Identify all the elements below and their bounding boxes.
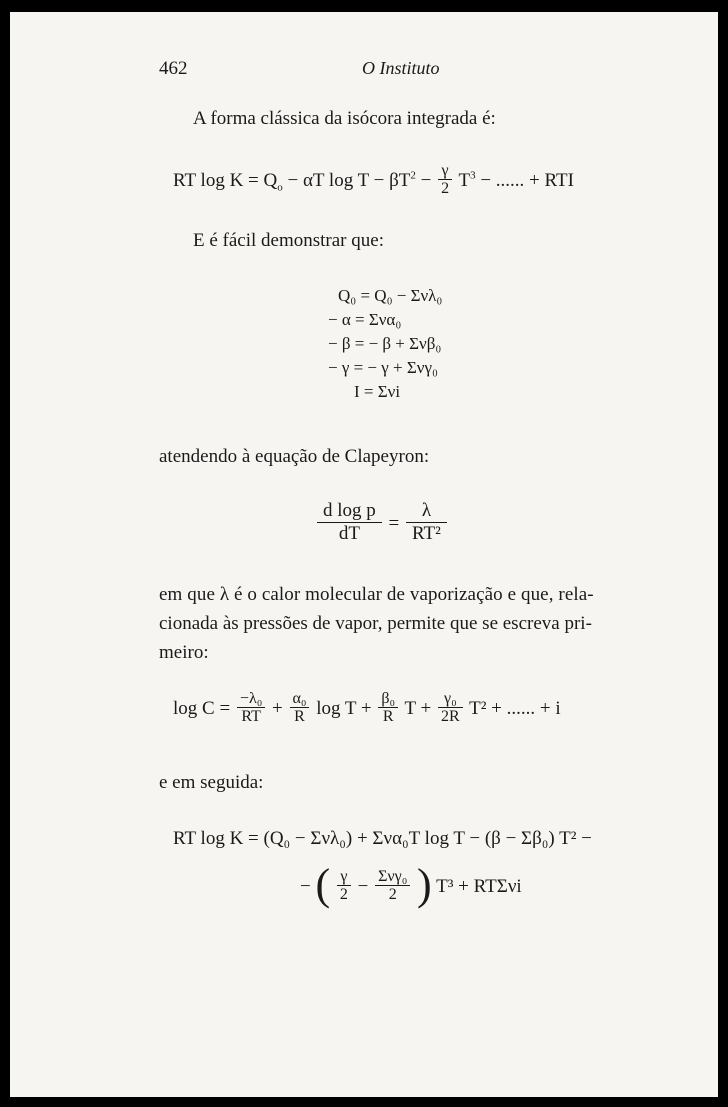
clap-num1: d log p: [323, 500, 376, 521]
final-equation-line-1: RT log K = (Q₀ − Σνλ₀) + Σνα₀T log T − (β − Σβ₀) T² −: [173, 828, 592, 849]
logc-term2: log T +: [316, 697, 372, 719]
then-text: e em seguida:: [159, 772, 264, 793]
eq1-lhs: RT log K = Q: [173, 169, 278, 191]
logc-f1-num: −λ₀: [239, 690, 263, 707]
final2-frac1: [337, 868, 351, 903]
final2-close-paren: ): [417, 860, 432, 909]
clap-rhs-fraction: [406, 500, 447, 545]
running-title: O Instituto: [362, 58, 440, 78]
system-line-4: − γ = − γ + Σνγ₀: [328, 358, 438, 377]
final2-minus: −: [300, 875, 311, 897]
clap-num2: λ: [421, 500, 432, 521]
system-line-3: − β = − β + Σνβ₀: [328, 334, 442, 353]
eq1-fraction: [438, 162, 452, 197]
logc-plus1: +: [272, 697, 283, 719]
eq1-q-sub: o: [277, 181, 283, 194]
book-page: [10, 12, 718, 1097]
logc-lhs: log C =: [173, 697, 231, 719]
eq1-tail: − ...... + RTI: [475, 169, 574, 191]
coefficient-system: [280, 284, 480, 404]
final2-f2-den: 2: [375, 885, 410, 903]
para-line-1: em que λ é o calor molecular de vaporização e que, rela-: [159, 584, 594, 605]
logc-f3-den: R: [378, 707, 398, 725]
log-c-equation: [173, 692, 561, 727]
logc-f2-num: α₀: [292, 690, 307, 707]
logc-f4-num: γ₀: [444, 690, 457, 707]
eq1-exp2: 2: [410, 169, 416, 182]
logc-frac2: [290, 690, 310, 725]
final2-f1-num: γ: [340, 868, 348, 885]
final2-open-paren: (: [315, 860, 331, 909]
easy-text: E é fácil demonstrar que:: [193, 230, 384, 251]
final-equation-line-2: [300, 862, 522, 913]
logc-f4-den: 2R: [438, 707, 463, 725]
intro-text: A forma clássica da isócora integrada é:: [193, 108, 496, 129]
isochore-equation: [173, 164, 574, 199]
clap-den2: RT²: [406, 522, 447, 545]
eq1-frac-den: 2: [438, 179, 452, 197]
logc-frac3: [378, 690, 398, 725]
page-number: 462: [159, 58, 188, 79]
eq1-mid1: − αT log T − βT: [282, 169, 411, 191]
system-line-2: − α = Σνα₀: [328, 310, 402, 329]
logc-f1-den: RT: [237, 707, 265, 725]
eq1-frac-num: γ: [441, 162, 449, 179]
para-line-3: meiro:: [159, 642, 209, 663]
clapeyron-equation: [315, 502, 449, 547]
logc-f2-den: R: [290, 707, 310, 725]
final2-tail: T³ + RTΣνi: [436, 875, 522, 897]
eq1-mid2: −: [415, 169, 437, 191]
clap-lhs-fraction: [317, 500, 382, 545]
logc-term3: T +: [404, 697, 432, 719]
eq1-exp3: 3: [470, 169, 476, 182]
clapeyron-text: atendendo à equação de Clapeyron:: [159, 446, 430, 467]
logc-frac4: [438, 690, 463, 725]
logc-term4: T² + ...... + i: [469, 697, 561, 719]
clap-equals: =: [388, 512, 400, 534]
para-line-2: cionada às pressões de vapor, permite que se escreva pri-: [159, 613, 592, 634]
final2-f2-num: Σνγ₀: [378, 868, 408, 885]
final2-frac2: [375, 868, 410, 903]
final2-f1-den: 2: [337, 885, 351, 903]
system-line-5: I = Σνi: [354, 382, 401, 401]
final2-mid: −: [357, 875, 369, 897]
logc-frac1: [237, 690, 265, 725]
system-line-1: Q₀ = Q₀ − Σνλ₀: [338, 286, 443, 305]
logc-f3-num: β₀: [381, 690, 396, 707]
eq1-mid3: T: [454, 169, 471, 191]
clap-den1: dT: [317, 522, 382, 545]
